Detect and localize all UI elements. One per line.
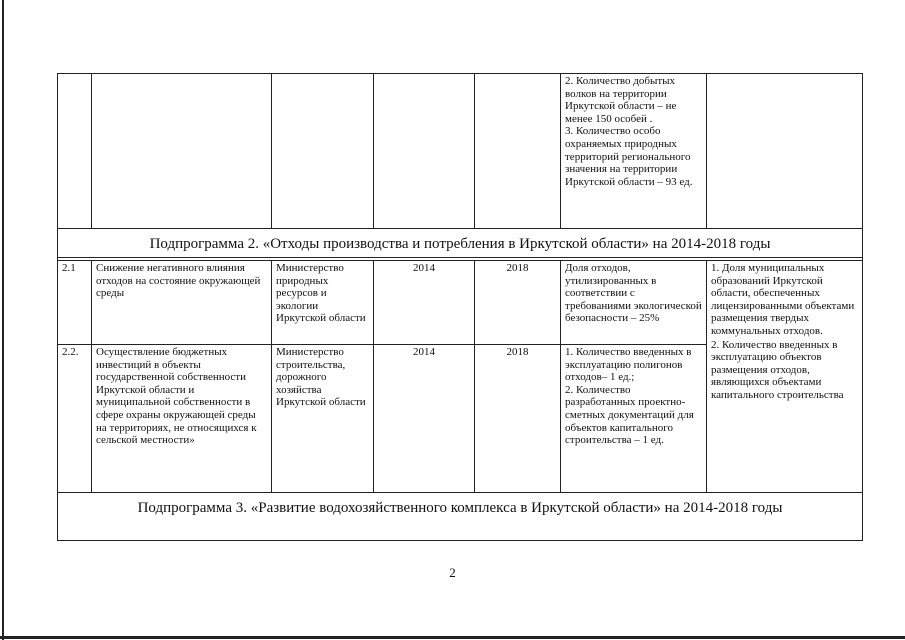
subprogram-2-title: Подпрограмма 2. «Отходы производства и потребления в Иркутской области» на 2014-2018 годы <box>58 229 863 258</box>
row-results-2: 2. Количество введенных в эксплуатацию объектов размещения отходов, являющихся объектами капитального строительства <box>711 338 844 401</box>
table-cell-results <box>707 74 863 229</box>
row-number: 2.2. <box>58 345 92 493</box>
row-end-year: 2018 <box>475 345 561 493</box>
table-cell-executor <box>272 74 374 229</box>
table-cell-start <box>374 74 475 229</box>
row-measure: Снижение негативного влияния отходов на состояние окружающей среды <box>92 261 272 345</box>
subprogram-row <box>58 493 863 541</box>
row-start-year: 2014 <box>374 345 475 493</box>
row-measure: Осуществление бюджетных инвестиций в объекты государственной собственности Иркутской области и муниципальной собственности в сфере охраны окружающей среды на территориях, не относящихся к сельской местности» <box>92 345 272 493</box>
row-targets: 1. Количество введенных в эксплуатацию полигонов отходов– 1 ед.; 2. Количество разработанных проектно-сметных документаций для объектов капитального строительства – 1 ед. <box>561 345 707 493</box>
row-executor: Министерство строительства, дорожного хозяйства Иркутской области <box>272 345 374 493</box>
table-cell-end <box>475 74 561 229</box>
scan-edge-left <box>2 0 4 640</box>
subprogram-row <box>58 229 863 258</box>
row-results-1: 1. Доля муниципальных образований Иркутской области, обеспеченных лицензированными объектами размещения твердых коммунальных отходов. <box>711 262 855 337</box>
row-start-year: 2014 <box>374 261 475 345</box>
program-table <box>57 73 863 541</box>
row-executor: Министерство природных ресурсов и экологии Иркутской области <box>272 261 374 345</box>
table-cell-num <box>58 74 92 229</box>
row-results-merged <box>707 261 863 493</box>
row-end-year: 2018 <box>475 261 561 345</box>
page-number: 2 <box>449 565 456 580</box>
table-cell-measure <box>92 74 272 229</box>
row-targets: Доля отходов, утилизированных в соответствии с требованиями экологической безопасности – 25% <box>561 261 707 345</box>
subprogram-3-title: Подпрограмма 3. «Развитие водохозяйственного комплекса в Иркутской области» на 2014-2018 годы <box>58 493 863 541</box>
table-cell-targets: 2. Количество добытых волков на территории Иркутской области – не менее 150 особей . 3. Количество особо охраняемых природных территорий регионального значения на территории Иркутской области – 93 ед. <box>561 74 707 229</box>
table-row <box>58 74 863 229</box>
scan-edge-bottom <box>0 636 905 639</box>
table-row <box>58 261 863 345</box>
row-number: 2.1 <box>58 261 92 345</box>
